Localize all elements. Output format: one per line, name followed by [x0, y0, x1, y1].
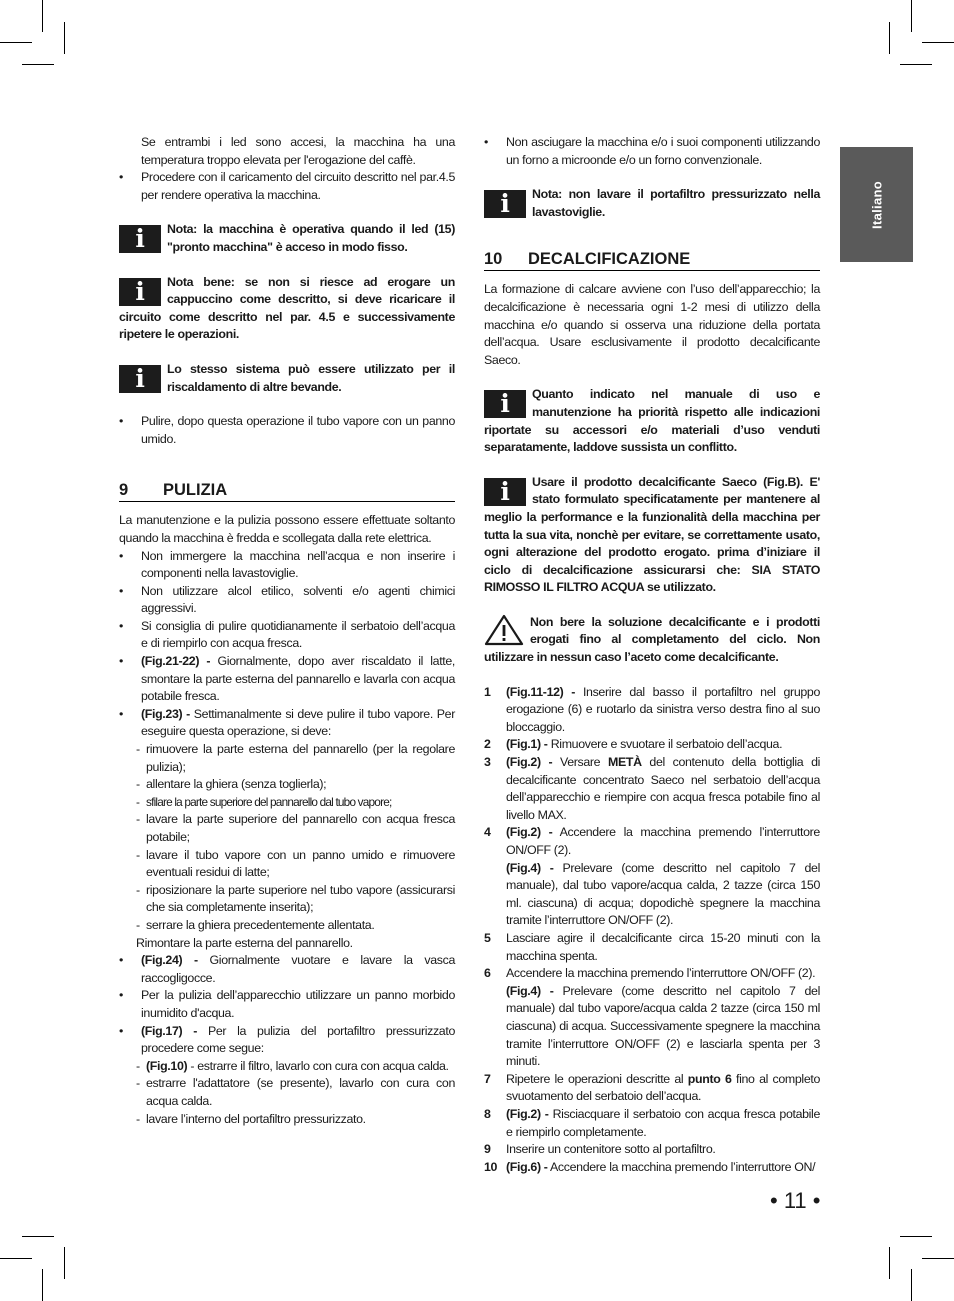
warning-note: Non bere la soluzione decalcificante e i prodotti erogati fino al completamento del ciclo. Non utilizzare in nessun caso l’aceto come decalcificante. [484, 614, 820, 665]
step-item: 9 Inserire un contenitore sotto al portafiltro. [484, 1142, 716, 1157]
step-item: 3 (Fig.2) - Versare METÀ del contenuto della bottiglia di decalcificante concentrato Saeco nel serbatoio dell’acqua dell’apparecchio e riempire con acqua fresca potabile fino al livello MAX. [484, 755, 821, 822]
info-icon: i [484, 390, 526, 418]
step-item: 1 (Fig.11-12) - Inserire dal basso il portafiltro nel gruppo erogazione (6) e ruotarlo da sinistra verso destra fino al suo bloccaggio. [484, 684, 821, 734]
paragraph: Se entrambi i led sono accesi, la macchina ha una temperatura troppo elevata per l'erogazione del caffè. [141, 135, 455, 167]
list-item: • Per la pulizia dell’apparecchio utilizzare un panno morbido inumidito d'acqua. [119, 988, 455, 1020]
list-item: • Non immergere la macchina nell’acqua e non inserire i componenti nella lavastoviglie. [119, 548, 455, 581]
page-number: • 11 • [770, 1188, 821, 1213]
paragraph: La formazione di calcare avviene con l’uso dell’apparecchio; la decalcificazione è necessaria ogni 1-2 mesi di utilizzo della macchina e/o quando si osserva una riduzione della portata dell’acqua. Usare esclusivamente il prodotto decalcificante Saeco. [484, 282, 820, 367]
language-tab [840, 147, 913, 262]
list-item: • Non utilizzare alcol etilico, solventi e/o agenti chimici aggressivi. [119, 583, 455, 616]
list-item: • Pulire, dopo questa operazione il tubo vapore con un panno umido. [119, 414, 455, 446]
list-item: • (Fig.21-22) - Giornalmente, dopo aver riscaldato il latte, smontare la parte esterna del pannarello e lavarla con acqua potabile fresca. [119, 654, 456, 704]
sub-list-item: - lavare l’interno del portafiltro pressurizzato. [136, 1111, 366, 1126]
paragraph: Rimontare la parte esterna del pannarello. [136, 935, 353, 950]
step-detail: (Fig.4) - Prelevare (come descritto nel capitolo 7 del manuale), dal tubo vapore/acqua calda, 2 tazze (circa 150 ml. ciascuna) di acqua; dopodichè spegnere la macchina tramite l’interruttore ON/OFF (2). [506, 860, 820, 928]
list-item: • Procedere con il caricamento del circuito descritto nel par.4.5 per rendere operativa la macchina. [119, 170, 455, 202]
sub-list-item: - lavare la parte superiore del pannarello con acqua fresca potabile; [136, 812, 455, 844]
sub-list-item: - serrare la ghiera precedentemente allentata. [136, 917, 375, 932]
info-note: i Quanto indicato nel manuale di uso e manutenzione ha priorità rispetto alle indicazioni riportate su accessori e/o materiali d’uso venduti separatamente, laddove sussista un conflitto. [484, 387, 820, 455]
sub-list-item: - riposizionare la parte superiore nel tubo vapore (assicurarsi che sia completamente inserita); [136, 882, 455, 915]
step-item: 6 Accendere la macchina premendo l’interruttore ON/OFF (2). [484, 966, 816, 981]
sub-list-item: - sfilare la parte superiore del pannarello dal tubo vapore; [136, 794, 392, 809]
info-note: i Nota bene: se non si riesce ad erogare un cappuccino come descritto, si deve ricaricare il circuito come descritto nel par. 4.5 e successivamente ripetere le operazioni. [119, 274, 455, 342]
section-heading: 10 DECALCIFICAZIONE [484, 249, 820, 271]
sub-list-item: - estrarre l'adattatore (se presente), lavarlo con cura con acqua calda. [136, 1076, 455, 1108]
paragraph: La manutenzione e la pulizia possono essere effettuate soltanto quando la macchina è fredda e scollegata dalla rete elettrica. [119, 513, 455, 545]
info-icon: i [119, 225, 161, 253]
right-column [484, 134, 820, 1176]
sub-list-item: - lavare il tubo vapore con un panno umido e rimuovere eventuali residui di latte; [136, 847, 455, 880]
sub-list-item: - (Fig.10) - estrarre il filtro, lavarlo con cura con acqua calda. [136, 1058, 449, 1073]
left-column [119, 134, 455, 1128]
info-note: i Usare il prodotto decalcificante Saeco (Fig.B). E' stato formulato specificatamente per mantenere al meglio la performance e la funzionalità della macchina per tutta la sua vita, nonchè per evitare, se correttamente usato, ogni alterazione del prodotto erogato. prima d’iniziare il ciclo di decalcificazione assicurarsi che: SIA STATO RIMOSSO IL FILTRO ACQUA se utilizzato. [484, 474, 820, 595]
info-icon: i [484, 478, 526, 506]
step-detail: (Fig.4) - Prelevare (come descritto nel capitolo 7 del manuale) dal tubo vapore/acqua calda 2 tazze (circa 150 ml ciascuna) di acqua. Successivamente spegnere la macchina tramite l’interruttore ON/OFF (2) e lasciarla spenta per 3 minuti. [506, 983, 820, 1069]
info-icon: i [119, 278, 161, 306]
step-item: 8 (Fig.2) - Risciacquare il serbatoio con acqua fresca potabile e riempirlo completamente. [484, 1106, 821, 1139]
list-item: • Si consiglia di pulire quotidianamente il serbatoio dell’acqua e di riempirlo con acqua fresca. [119, 618, 455, 651]
list-item: • Non asciugare la macchina e/o i suoi componenti utilizzando un forno a microonde e/o un forno convenzionale. [484, 135, 820, 167]
sub-list-item: - allentare la ghiera (senza toglierla); [136, 777, 327, 792]
info-note: i Lo stesso sistema può essere utilizzato per il riscaldamento di altre bevande. [119, 361, 455, 396]
list-item: • (Fig.24) - Giornalmente vuotare e lavare la vasca raccogligocce. [119, 953, 455, 985]
list-item: • (Fig.23) - Settimanalmente si deve pulire il tubo vapore. Per eseguire questa operazione, si deve: [119, 706, 455, 739]
info-icon: i [484, 190, 526, 218]
step-item: 10 (Fig.6) - Accendere la macchina premendo l’interruttore ON/ [484, 1159, 816, 1174]
info-note: i Nota: la macchina è operativa quando il led (15) "pronto macchina" è acceso in modo fisso. [119, 221, 455, 256]
list-item: • (Fig.17) - Per la pulizia del portafiltro pressurizzato procedere come segue: [119, 1023, 455, 1056]
info-icon: i [119, 365, 161, 393]
step-item: 4 (Fig.2) - Accendere la macchina premendo l’interruttore ON/OFF (2). [484, 825, 820, 857]
info-note: i Nota: non lavare il portafiltro pressurizzato nella lavastoviglie. [484, 186, 820, 221]
section-heading: 9 PULIZIA [119, 480, 455, 502]
step-item: 7 Ripetere le operazioni descritte al punto 6 fino al completo svuotamento del serbatoio dell’acqua. [484, 1071, 821, 1104]
step-item: 2 (Fig.1) - Rimuovere e svuotare il serbatoio dell’acqua. [484, 737, 783, 752]
warning-icon [484, 614, 524, 646]
language-label: Italiano [869, 180, 884, 229]
step-item: 5 Lasciare agire il decalcificante circa 15-20 minuti con la macchina spenta. [484, 930, 820, 963]
sub-list-item: - rimuovere la parte esterna del pannarello (per la regolare pulizia); [136, 742, 455, 774]
